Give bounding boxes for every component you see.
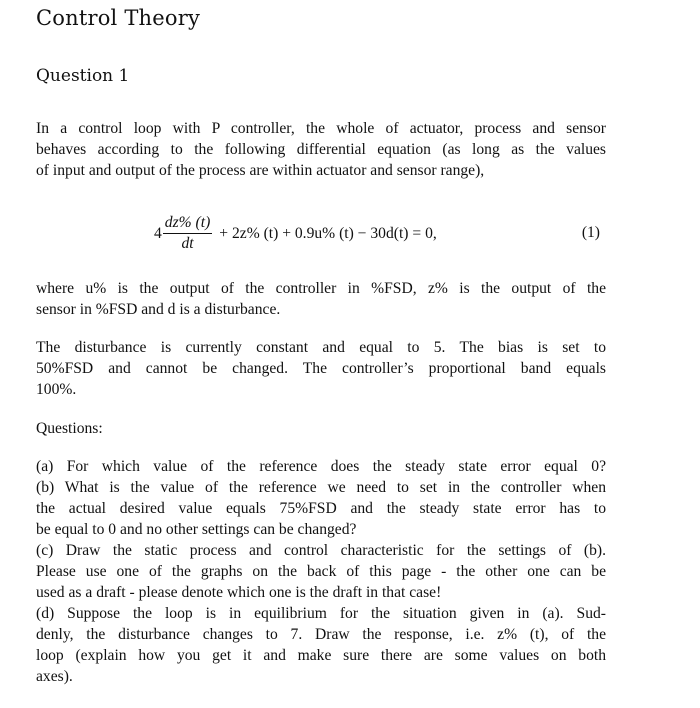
question-line: (c) Draw the static process and control characteristic for the settings of (b). <box>36 542 606 559</box>
where-paragraph <box>36 278 606 320</box>
disturbance-paragraph <box>36 337 606 400</box>
differential-equation <box>154 214 437 253</box>
question-line: used as a draft - please denote which one is the draft in that case! <box>36 584 442 601</box>
question-line: be equal to 0 and no other settings can be changed? <box>36 521 357 538</box>
question-line: the actual desired value equals 75%FSD and the steady state error has to <box>36 500 606 517</box>
intro-line: of input and output of the process are within actuator and sensor range), <box>36 162 485 179</box>
questions-list <box>36 456 606 687</box>
question-line: axes). <box>36 668 73 685</box>
equation-fraction <box>163 214 212 253</box>
question-heading: Question 1 <box>36 66 130 86</box>
where-line: sensor in %FSD and d is a disturbance. <box>36 301 281 318</box>
equation-rest: + 2z% (t) + 0.9u% (t) − 30d(t) = 0, <box>219 224 437 242</box>
question-line: denly, the disturbance changes to 7. Draw the response, i.e. z% (t), of the <box>36 626 606 643</box>
fraction-denominator: dt <box>181 235 194 252</box>
question-line: Please use one of the graphs on the back of this page - the other one can be <box>36 563 606 580</box>
where-line: where u% is the output of the controller in %FSD, z% is the output of the <box>36 280 606 297</box>
questions-heading: Questions: <box>36 420 103 437</box>
intro-paragraph <box>36 118 606 181</box>
fraction-numerator: dz% (t) <box>163 214 212 234</box>
intro-line: behaves according to the following differential equation (as long as the values <box>36 141 606 158</box>
question-line: (a) For which value of the reference does the steady state error equal 0? <box>36 458 606 475</box>
disturbance-line: 100%. <box>36 381 77 398</box>
page-title: Control Theory <box>36 6 201 30</box>
equation-row <box>36 208 606 258</box>
question-line: loop (explain how you get it and make sure there are some values on both <box>36 647 606 664</box>
question-line: (d) Suppose the loop is in equilibrium for the situation given in (a). Sud- <box>36 605 606 622</box>
equation-coefficient: 4 <box>154 224 162 242</box>
intro-line: In a control loop with P controller, the whole of actuator, process and sensor <box>36 120 606 137</box>
question-line: (b) What is the value of the reference we need to set in the controller when <box>36 479 606 496</box>
equation-number: (1) <box>581 224 600 241</box>
disturbance-line: 50%FSD and cannot be changed. The controller’s proportional band equals <box>36 360 606 377</box>
disturbance-line: The disturbance is currently constant and equal to 5. The bias is set to <box>36 339 606 356</box>
